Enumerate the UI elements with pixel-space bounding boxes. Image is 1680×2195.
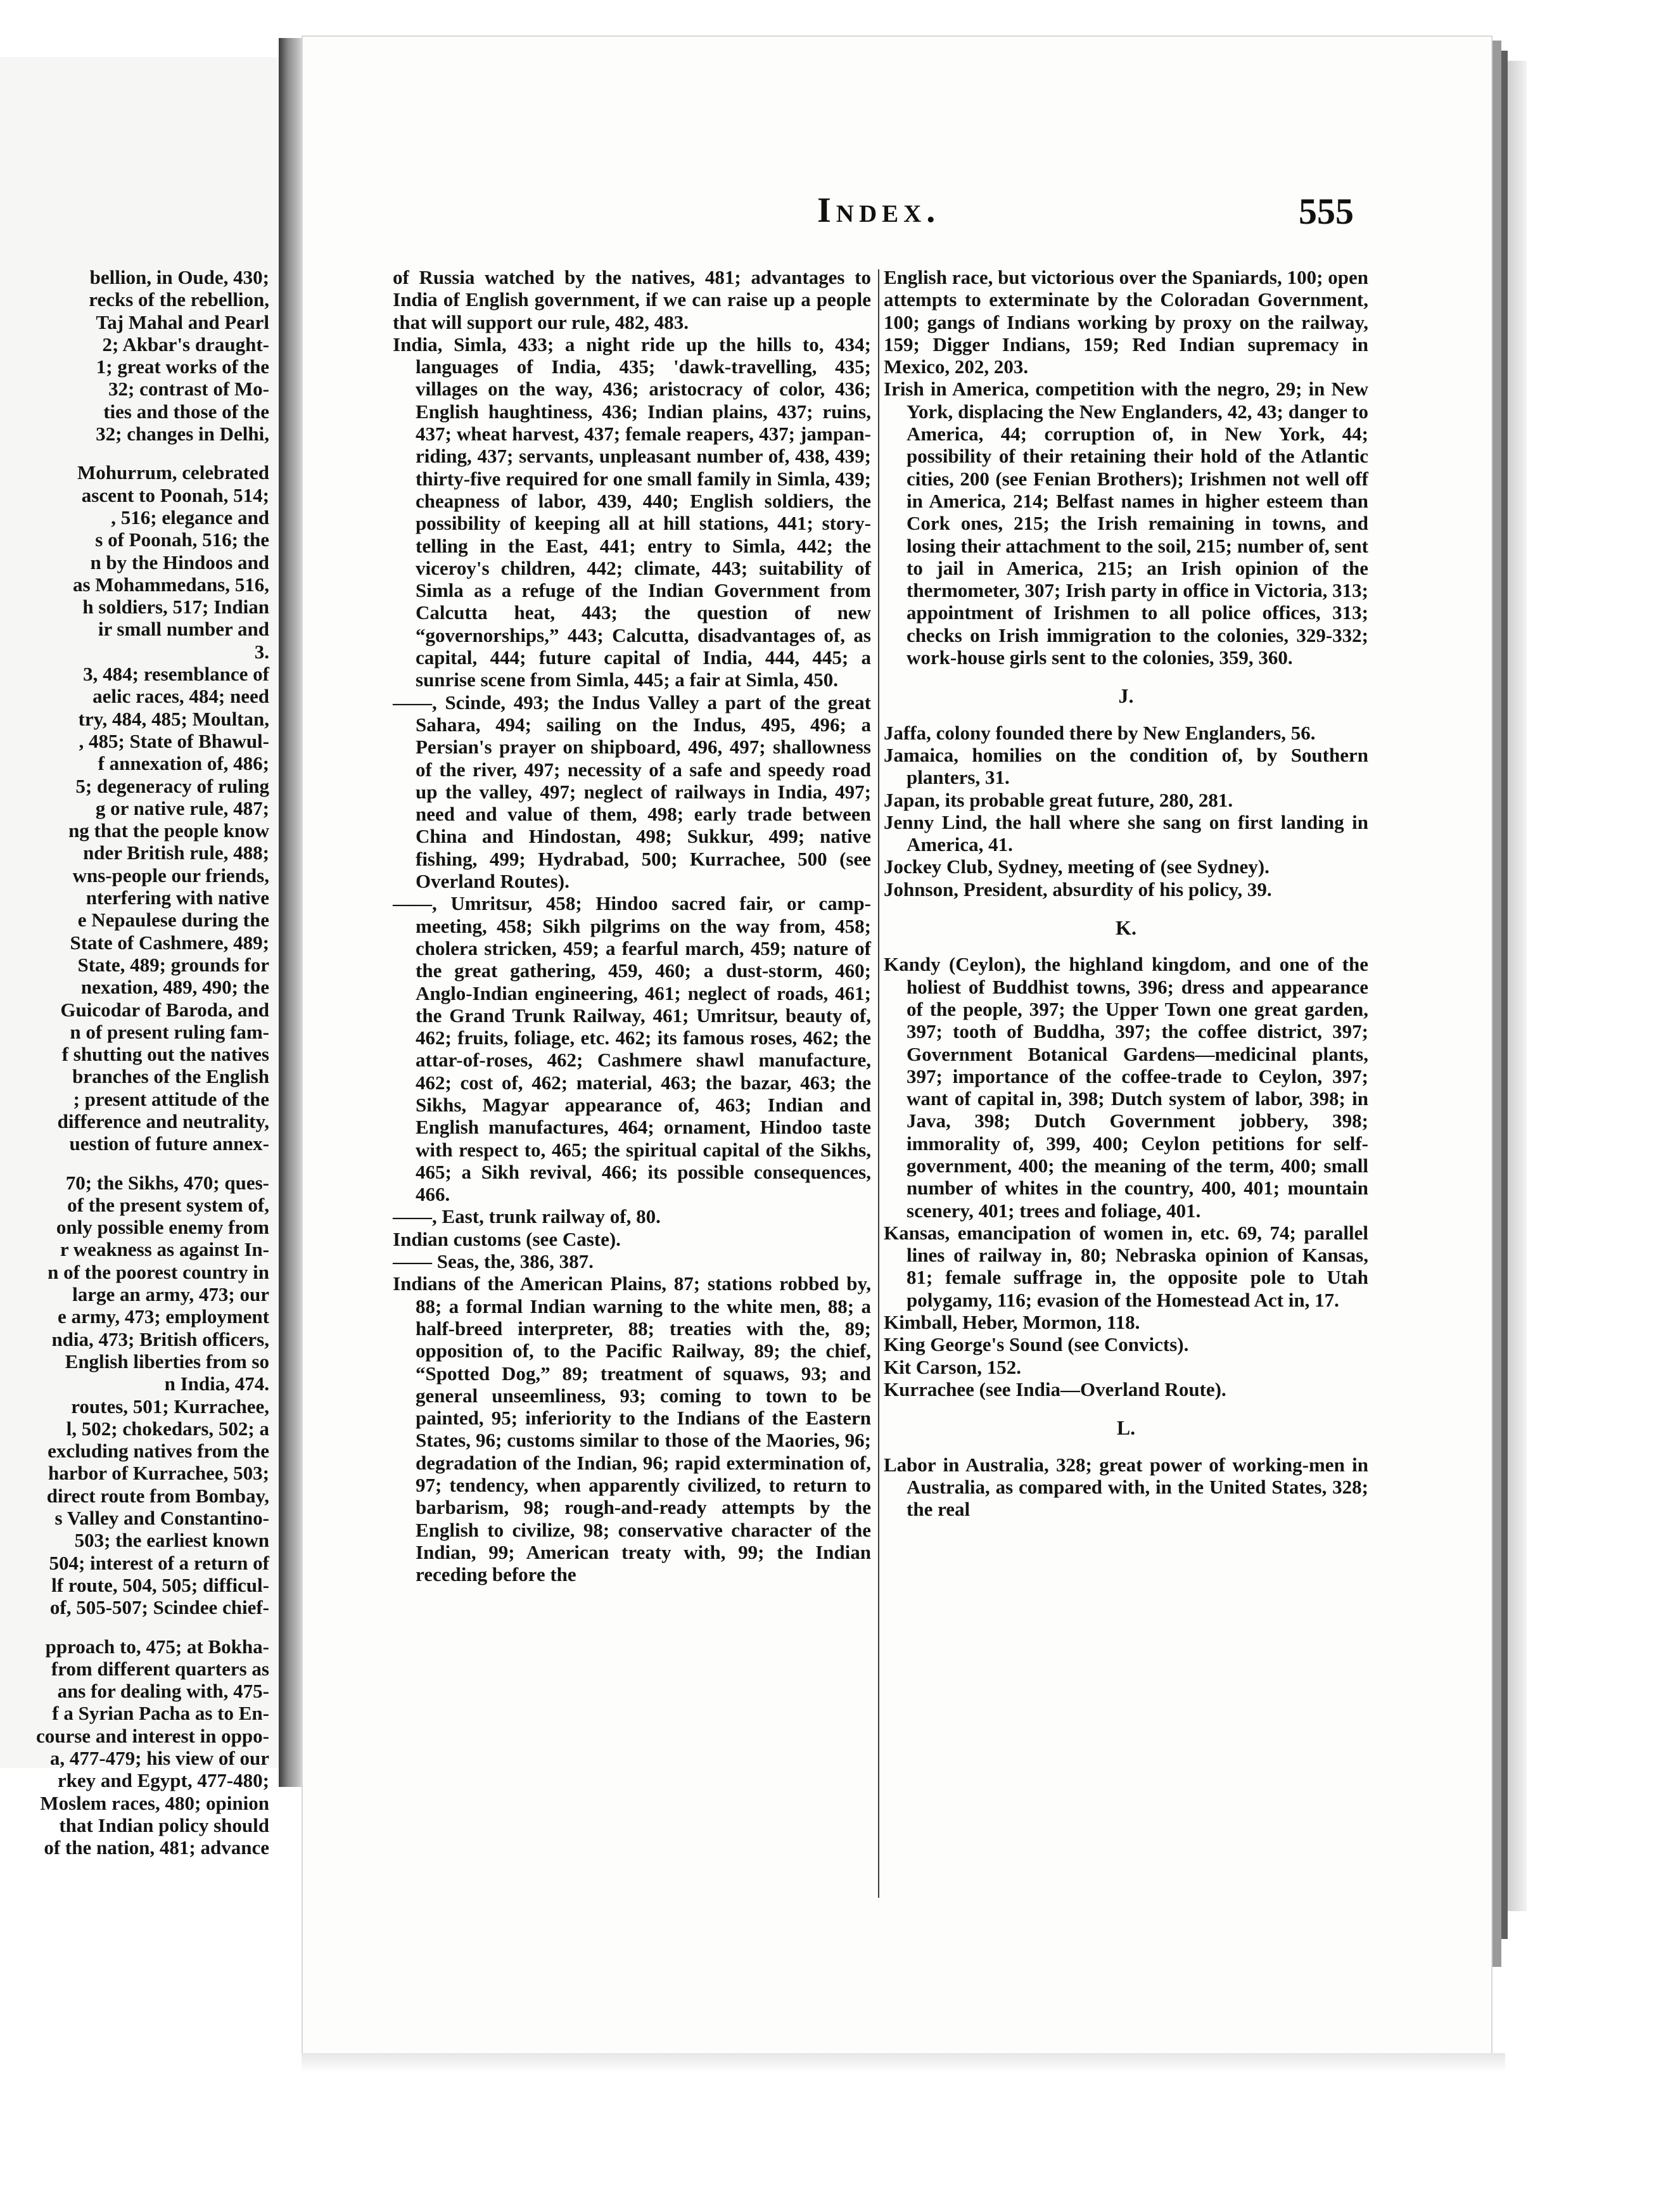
section-letter-heading: K.: [1116, 916, 1136, 940]
fragment-line: harbor of Kurrachee, 503;: [48, 1462, 269, 1485]
index-entry: King George's Sound (see Convicts).: [884, 1333, 1189, 1356]
fragment-line: ans for dealing with, 475-: [57, 1680, 269, 1703]
index-entry: Kandy (Ceylon), the highland kingdom, and one of the holiest of Buddhist towns, 396; dress and appearance of the people, 397; the Upper Town one great garden, 397; tooth of Buddha, 397; the coffee district, 397; Government Botanical Gardens—medicinal plants, 397; importance of the coffee-trade to Ceylon, 397; want of capital in, 398; Dutch system of labor, 398; in Java, 398; Dutch Government jobbery, 398; immorality of, 399, 400; Ceylon petitions for self-government, 400; the meaning of the term, 400; small number of whites in the country, 400, 401; mountain scenery, 401; trees and foliage, 401.: [884, 953, 1368, 1222]
fragment-line: from different quarters as: [51, 1657, 269, 1680]
fragment-line: l, 502; chokedars, 502; a: [66, 1417, 269, 1440]
fragment-line: Moslem races, 480; opinion: [40, 1791, 269, 1814]
page-edge: [1508, 61, 1527, 1911]
fragment-line: aelic races, 484; need: [92, 685, 269, 708]
fragment-line: n by the Hindoos and: [90, 551, 269, 573]
fragment-line: pproach to, 475; at Bokha-: [45, 1635, 269, 1658]
fragment-line: State, 489; grounds for: [77, 953, 269, 976]
fragment-line: ascent to Poonah, 514;: [81, 483, 269, 506]
section-letter-heading: J.: [1118, 684, 1134, 708]
fragment-line: excluding natives from the: [48, 1440, 269, 1462]
fragment-line: h soldiers, 517; Indian: [82, 596, 269, 618]
page-number: 555: [1299, 191, 1354, 232]
fragment-line: routes, 501; Kurrachee,: [71, 1395, 269, 1417]
index-entry: Kurrachee (see India—Overland Route).: [884, 1378, 1226, 1400]
index-entry: Jockey Club, Sydney, meeting of (see Sydney).: [884, 855, 1270, 878]
index-entry: Japan, its probable great future, 280, 281.: [884, 788, 1233, 811]
fragment-line: as Mohammedans, 516,: [72, 573, 269, 596]
fragment-line: nexation, 489, 490; the: [80, 976, 269, 999]
fragment-line: , 516; elegance and: [111, 506, 269, 528]
fragment-line: difference and neutrality,: [57, 1110, 269, 1132]
fragment-line: f shutting out the natives: [61, 1043, 269, 1066]
fragment-line: ndia, 473; British officers,: [51, 1328, 269, 1350]
fragment-line: 504; interest of a return of: [49, 1551, 269, 1574]
fragment-line: ties and those of the: [103, 400, 269, 423]
fragment-line: 503; the earliest known: [74, 1529, 269, 1552]
fragment-line: ; present attitude of the: [73, 1087, 269, 1110]
fragment-line: g or native rule, 487;: [95, 797, 269, 819]
fragment-line: wns-people our friends,: [72, 864, 269, 886]
page-edge: [1501, 51, 1508, 1939]
index-column-middle: [393, 266, 871, 1586]
left-column-fragment: [0, 266, 269, 1859]
index-entry: Kit Carson, 152.: [884, 1355, 1021, 1378]
fragment-line: s of Poonah, 516; the: [95, 528, 269, 551]
index-entry-continued: English race, but victorious over the Spaniards, 100; open attempts to exterminate by the Coloradan Government, 100; gangs of Indians working by proxy on the railway, 159; Digger Indians, 159; Red Indian supremacy in Mexico, 202, 203.: [884, 266, 1368, 378]
fragment-line: 1; great works of the: [96, 355, 269, 378]
fragment-line: of, 505-507; Scindee chief-: [49, 1596, 269, 1619]
index-entry-continued: of Russia watched by the natives, 481; advantages to India of English government, if we can raise up a people that will support our rule, 482, 483.: [393, 266, 871, 333]
fragment-line: course and interest in oppo-: [35, 1724, 269, 1747]
fragment-line: bellion, in Oude, 430;: [89, 266, 269, 288]
fragment-line: ir small number and: [98, 618, 269, 641]
fragment-line: ng that the people know: [68, 819, 269, 842]
index-entry: ——, Scinde, 493; the Indus Valley a part of the great Sahara, 494; sailing on the Indus, 495, 496; a Persian's prayer on shipboard, 496, 497; shallowness of the river, 497; necessity of a safe and speedy road up the valley, 497; neglect of railways in India, 497; need and value of them, 498; early trade between China and Hindostan, 498; Sukkur, 499; native fishing, 499; Hydrabad, 500; Kurrachee, 500 (see Overland Routes).: [393, 691, 871, 893]
fragment-line: only possible enemy from: [56, 1216, 269, 1239]
fragment-line: , 485; State of Bhawul-: [79, 729, 269, 752]
section-letter-heading: L.: [1116, 1416, 1136, 1440]
fragment-line: 2; Akbar's draught-: [102, 333, 269, 355]
page-bottom-shadow: [302, 2053, 1505, 2072]
fragment-line: r weakness as against In-: [60, 1238, 269, 1261]
fragment-line: recks of the rebellion,: [89, 288, 269, 311]
page-edge: [1492, 41, 1501, 1967]
fragment-line: that Indian policy should: [59, 1814, 269, 1836]
fragment-line: 32; contrast of Mo-: [108, 378, 269, 400]
fragment-line: of the nation, 481; advance: [44, 1836, 269, 1859]
fragment-line: f annexation of, 486;: [98, 752, 269, 775]
fragment-line: of the present system of,: [67, 1193, 269, 1216]
fragment-line: f a Syrian Pacha as to En-: [52, 1702, 269, 1725]
fragment-gap: [0, 1155, 269, 1172]
index-entry: Kansas, emancipation of women in, etc. 69, 74; parallel lines of railway in, 80; Nebraska opinion of Kansas, 81; female suffrage in, the opposite pole to Utah polygamy, 116; evasion of the Homestead Act in, 17.: [884, 1221, 1368, 1311]
fragment-line: branches of the English: [72, 1065, 269, 1088]
index-entry: Indians of the American Plains, 87; stations robbed by, 88; a formal Indian warning to the white men, 88; a half-breed interpreter, 88; treaties with the, 89; opposition of, to the Pacific Railway, 89; the chief, “Spotted Dog,” 89; treatment of squaws, 93; and general unseemliness, 93; coming to town to be painted, 95; inferiority to the Indians of the Eastern States, 96; customs similar to those of the Maories, 96; degradation of the Indian, 96; rapid extermination of, 97; tendency, when apparently civilized, to return to barbarism, 98; rough-and-ready attempts by the English to civilize, 98; conservative character of the Indian, 99; American treaty with, 99; the Indian receding before the: [393, 1272, 871, 1586]
left-page-fragment: [0, 57, 279, 1859]
fragment-line: lf route, 504, 505; difficul-: [51, 1573, 269, 1596]
fragment-line: nterfering with native: [86, 886, 269, 909]
index-entry: ——, East, trunk railway of, 80.: [393, 1205, 661, 1228]
index-entry: Kimball, Heber, Mormon, 118.: [884, 1311, 1140, 1334]
fragment-line: large an army, 473; our: [72, 1283, 269, 1306]
fragment-line: English liberties from so: [65, 1350, 269, 1373]
index-entry: Jaffa, colony founded there by New Englanders, 56.: [884, 721, 1316, 744]
index-entry: Irish in America, competition with the negro, 29; in New York, displacing the New Englanders, 42, 43; danger to America, 44; corruption of, in New York, 44; possibility of their retaining their hold of the Atlantic cities, 200 (see Fenian Brothers); Irishmen not well off in America, 214; Belfast names in higher esteem than Cork ones, 215; the Irish remaining in towns, and losing their attachment to the soil, 215; number of, sent to jail in America, 215; an Irish opinion of the thermometer, 307; Irish party in office in Victoria, 313; appointment of Irishmen to all police offices, 313; checks on Irish immigration to the colonies, 329-332; work-house girls sent to the colonies, 359, 360.: [884, 378, 1368, 669]
index-entry: Labor in Australia, 328; great power of working-men in Australia, as compared with, in the United States, 328; the real: [884, 1453, 1368, 1521]
index-entry: ——, Umritsur, 458; Hindoo sacred fair, or camp-meeting, 458; Sikh pilgrims on the way from, 458; cholera stricken, 459; a fearful march, 459; nature of the great gathering, 459, 460; a dust-storm, 460; Anglo-Indian engineering, 461; neglect of roads, 461; the Grand Trunk Railway, 461; Umritsur, beauty of, 462; fruits, foliage, etc. 462; its famous roses, 462; the attar-of-roses, 462; Cashmere shawl manufacture, 462; cost of, 462; material, 463; the bazar, 463; the Sikhs, Magyar appearance of, 463; Indian and English manufactures, 464; ornament, Hindoo taste with respect to, 465; the spiritual capital of the Sikhs, 465; a Sikh revival, 466; its possible consequences, 466.: [393, 892, 871, 1206]
fragment-line: e Nepaulese during the: [77, 909, 269, 931]
fragment-line: try, 484, 485; Moultan,: [78, 707, 269, 730]
fragment-line: n of present ruling fam-: [70, 1020, 269, 1043]
book-gutter: [279, 38, 302, 1787]
fragment-gap: [0, 1619, 269, 1635]
fragment-line: s Valley and Constantino-: [54, 1507, 269, 1530]
fragment-line: 3, 484; resemblance of: [83, 663, 269, 686]
fragment-line: n India, 474.: [164, 1373, 269, 1395]
fragment-line: 70; the Sikhs, 470; ques-: [65, 1171, 269, 1194]
fragment-line: n of the poorest country in: [48, 1260, 269, 1283]
index-entry: Johnson, President, absurdity of his policy, 39.: [884, 878, 1272, 900]
fragment-line: Mohurrum, celebrated: [77, 461, 269, 484]
fragment-line: e army, 473; employment: [57, 1305, 269, 1328]
fragment-line: 5; degeneracy of ruling: [75, 774, 269, 797]
index-entry: Jenny Lind, the hall where she sang on first landing in America, 41.: [884, 810, 1368, 856]
fragment-line: nder British rule, 488;: [83, 842, 269, 864]
fragment-line: Taj Mahal and Pearl: [96, 310, 269, 333]
fragment-gap: [0, 445, 269, 461]
fragment-line: 3.: [254, 640, 269, 663]
fragment-line: Guicodar of Baroda, and: [60, 998, 269, 1021]
index-entry: Indian customs (see Caste).: [393, 1227, 621, 1250]
fragment-line: 32; changes in Delhi,: [96, 423, 269, 445]
fragment-line: State of Cashmere, 489;: [70, 931, 269, 954]
index-entry: —— Seas, the, 386, 387.: [393, 1250, 594, 1273]
index-column-right: [884, 266, 1368, 1520]
fragment-line: direct route from Bombay,: [46, 1484, 269, 1507]
running-head: Index.: [817, 191, 941, 230]
fragment-line: uestion of future annex-: [69, 1132, 269, 1155]
index-entry: India, Simla, 433; a night ride up the hills to, 434; languages of India, 435; 'dawk-travelling, 435; villages on the way, 436; aristocracy of color, 436; English haughtiness, 436; Indian plains, 437; ruins, 437; wheat harvest, 437; female reapers, 437; jampan-riding, 437; servants, unpleasant number of, 438, 439; thirty-five required for one small family in Simla, 439; cheapness of labor, 439, 440; English soldiers, the possibility of keeping all at hill stations, 441; story-telling in the East, 441; entry to Simla, 442; the viceroy's children, 442; climate, 443; suitability of Simla as a refuge of the Indian Government from Calcutta heat, 443; the question of new “governorships,” 443; Calcutta, disadvantages of, as capital, 444; future capital of India, 444, 445; a sunrise scene from Simla, 445; a fair at Simla, 450.: [393, 333, 871, 691]
index-entry: Jamaica, homilies on the condition of, by Southern planters, 31.: [884, 743, 1368, 789]
fragment-line: a, 477-479; his view of our: [49, 1747, 269, 1769]
column-divider: [878, 269, 879, 1898]
fragment-line: rkey and Egypt, 477-480;: [57, 1769, 269, 1792]
